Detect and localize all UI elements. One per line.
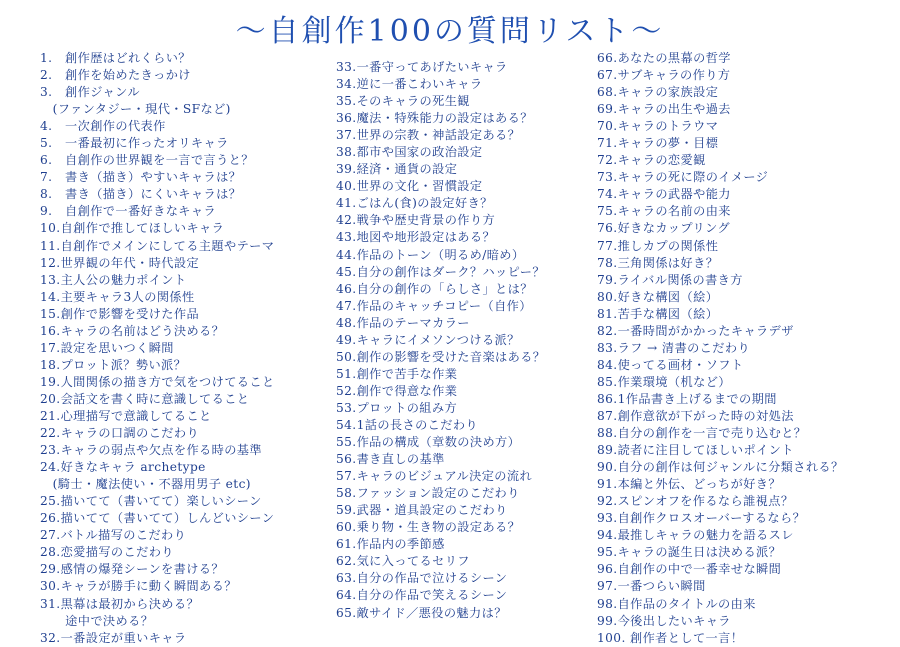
question-item: 89.読者に注目してほしいポイント (597, 443, 794, 458)
question-item: 91.本編と外伝、どっちが好き？ (597, 477, 781, 492)
question-item: 26.描いてて（書いてて）しんどいシーン (40, 511, 275, 526)
question-item: 50.創作の影響を受けた音楽はある？ (336, 349, 546, 364)
question-item: 43.地図や地形設定はある？ (336, 230, 496, 245)
question-item: 30.キャラが勝手に動く瞬間ある？ (40, 579, 237, 594)
question-item: 99.今後出したいキャラ (597, 613, 731, 628)
question-item: 31.黒幕は最初から決める？ (40, 596, 200, 611)
question-item: 95.キャラの誕生日は決める派？ (597, 545, 782, 560)
question-item: 75.キャラの名前の由来 (597, 204, 731, 219)
question-item: 85.作業環境（机など） (597, 374, 731, 389)
question-column-1 (40, 50, 340, 647)
question-item: 62.気に入ってるセリフ (336, 554, 470, 569)
question-item: 15.創作で影響を受けた作品 (40, 306, 200, 321)
question-item: 84.使ってる画材・ソフト (597, 357, 744, 372)
question-item: 34.逆に一番こわいキャラ (336, 77, 483, 92)
question-item: 1. 創作歴はどれくらい？ (40, 51, 191, 65)
question-item: 92.スピンオフを作るなら誰視点？ (597, 494, 794, 509)
question-item: 33.一番守ってあげたいキャラ (336, 60, 508, 74)
question-item: 8. 書き（描き）にくいキャラは？ (40, 187, 242, 202)
question-item: 37.世界の宗教・神話設定ある？ (336, 128, 521, 143)
question-item: 69.キャラの出生や過去 (597, 102, 731, 117)
question-item: 67.サブキャラの作り方 (597, 68, 731, 83)
question-item: 23.キャラの弱点や欠点を作る時の基準 (40, 443, 262, 458)
question-item: 5. 一番最初に作ったオリキャラ (40, 136, 229, 151)
question-item: 82.一番時間がかかったキャラデザ (597, 323, 794, 338)
question-item: 97.一番つらい瞬間 (597, 579, 706, 594)
question-item: 54.1話の長さのこだわり (336, 417, 479, 432)
question-item: 40.世界の文化・習慣設定 (336, 179, 483, 194)
question-item: (ファンタジー・現代・SFなど) (40, 102, 231, 117)
question-item: 64.自分の作品で笑えるシーン (336, 588, 508, 603)
question-item: 60.乗り物・生き物の設定ある？ (336, 520, 521, 535)
question-item: 14.主要キャラ3人の関係性 (40, 289, 195, 304)
question-item: 87.創作意欲が下がった時の対処法 (597, 408, 794, 423)
question-item: 61.作品内の季節感 (336, 537, 445, 552)
question-item: 52.創作で得意な作業 (336, 383, 458, 398)
question-item: 90.自分の創作は何ジャンルに分類される？ (597, 460, 844, 475)
question-item: 51.創作で苦手な作業 (336, 366, 458, 381)
question-item: 58.ファッション設定のこだわり (336, 486, 520, 501)
question-item: 59.武器・道具設定のこだわり (336, 503, 508, 518)
question-item: 10.自創作で推してほしいキャラ (40, 221, 225, 236)
question-item: 65.敵サイド／悪役の魅力は？ (336, 605, 507, 620)
question-item: 48.作品のテーマカラー (336, 315, 470, 330)
question-item: 9. 自創作で一番好きなキャラ (40, 204, 217, 219)
question-item: 56.書き直しの基準 (336, 452, 445, 467)
question-item: 20.会話文を書く時に意識してること (40, 391, 250, 406)
question-item: 80.好きな構図（絵） (597, 289, 719, 304)
question-column-2 (336, 59, 598, 622)
question-item: 46.自分の創作の「らしさ」とは？ (336, 281, 533, 296)
question-item: 27.バトル描写のこだわり (40, 528, 187, 543)
question-item: 96.自創作の中で一番幸せな瞬間 (597, 562, 782, 577)
question-item: 100. 創作者として一言！ (597, 630, 744, 645)
question-item: 71.キャラの夢・目標 (597, 136, 719, 151)
question-item: 74.キャラの武器や能力 (597, 187, 731, 202)
question-item: 25.描いてて（書いてて）楽しいシーン (40, 494, 262, 509)
question-item: 47.作品のキャッチコピー（自作） (336, 298, 532, 313)
question-item: 16.キャラの名前はどう決める？ (40, 323, 225, 338)
question-item: 66.あなたの黒幕の哲学 (597, 51, 731, 65)
question-item: 44.作品のトーン（明るめ/暗め） (336, 247, 525, 262)
question-item: 81.苦手な構図（絵） (597, 306, 719, 321)
question-item: 19.人間関係の描き方で気をつけてること (40, 374, 275, 389)
question-item: 21.心理描写で意識してること (40, 408, 212, 423)
question-item: 73.キャラの死に際のイメージ (597, 170, 769, 185)
question-item: 49.キャラにイメソンつける派？ (336, 332, 520, 347)
question-item: 11.自創作でメインにしてる主題やテーマ (40, 238, 275, 253)
question-item: 途中で決める？ (40, 613, 154, 628)
question-item: 29.感情の爆発シーンを書ける？ (40, 562, 224, 577)
question-item: 6. 自創作の世界観を一言で言うと？ (40, 153, 254, 168)
question-item: 57.キャラのビジュアル決定の流れ (336, 469, 533, 484)
question-item: 78.三角関係は好き？ (597, 255, 719, 270)
question-item: 68.キャラの家族設定 (597, 85, 719, 100)
question-item: 79.ライバル関係の書き方 (597, 272, 743, 287)
question-item: 45.自分の創作はダーク？ハッピー？ (336, 264, 545, 279)
question-item: 4. 一次創作の代表作 (40, 119, 166, 134)
question-item: 76.好きなカップリング (597, 221, 731, 236)
question-item: 13.主人公の魅力ポイント (40, 272, 187, 287)
question-item: 88.自分の創作を一言で売り込むと？ (597, 426, 807, 441)
question-item: 3. 創作ジャンル (40, 85, 140, 100)
question-item: 77.推しカプの関係性 (597, 238, 719, 253)
question-item: 83.ラフ → 清書のこだわり (597, 340, 751, 355)
question-item: 12.世界観の年代・時代設定 (40, 255, 200, 270)
question-item: 38.都市や国家の政治設定 (336, 145, 483, 160)
question-item: 22.キャラの口調のこだわり (40, 426, 200, 441)
question-column-3 (597, 50, 897, 647)
question-item: 32.一番設定が重いキャラ (40, 630, 187, 645)
question-item: 70.キャラのトラウマ (597, 119, 719, 134)
question-item: 36.魔法・特殊能力の設定はある？ (336, 111, 533, 126)
question-item: 94.最推しキャラの魅力を語るスレ (597, 528, 794, 543)
question-item: 17.設定を思いつく瞬間 (40, 340, 174, 355)
page-title: ～自創作100の質問リスト～ (235, 14, 665, 49)
question-item: 72.キャラの恋愛観 (597, 153, 706, 168)
question-item: 39.経済・通貨の設定 (336, 162, 458, 177)
question-item: 93.自創作クロスオーバーするなら？ (597, 511, 806, 526)
question-item: 24.好きなキャラ archetype (40, 460, 206, 475)
question-item: 7. 書き（描き）やすいキャラは？ (40, 170, 242, 185)
question-item: 41.ごはん(食)の設定好き？ (336, 196, 493, 211)
question-item: 35.そのキャラの死生観 (336, 94, 470, 109)
question-item: 55.作品の構成（章数の決め方） (336, 435, 521, 450)
question-item: 63.自分の作品で泣けるシーン (336, 571, 508, 586)
question-item: 86.1作品書き上げるまでの期間 (597, 391, 777, 406)
question-item: 98.自作品のタイトルの由来 (597, 596, 756, 611)
question-item: (騎士・魔法使い・不器用男子 etc) (40, 477, 251, 492)
question-item: 53.プロットの組み方 (336, 400, 458, 415)
question-item: 42.戦争や歴史背景の作り方 (336, 213, 496, 228)
question-item: 28.恋愛描写のこだわり (40, 545, 174, 560)
question-item: 18.プロット派？勢い派？ (40, 357, 187, 372)
question-item: 2. 創作を始めたきっかけ (40, 68, 191, 83)
